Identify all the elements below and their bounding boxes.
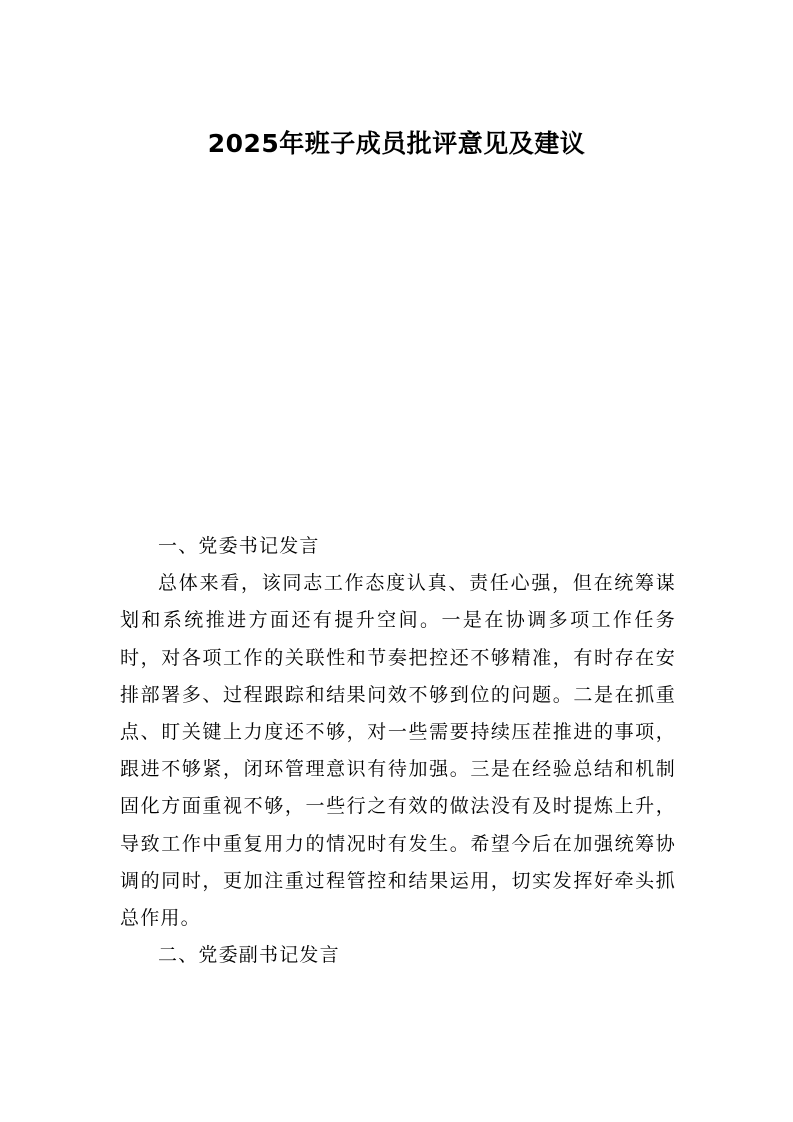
document-body bbox=[120, 528, 676, 974]
section-heading-2: 二、党委副书记发言 bbox=[158, 944, 340, 967]
document-title: 2025年班子成员批评意见及建议 bbox=[207, 129, 586, 158]
section-paragraph-1: 总体来看，该同志工作态度认真、责任心强，但在统筹谋划和系统推进方面还有提升空间。一是在协调多项工作任务时，对各项工作的关联性和节奏把控还不够精准，有时存在安排部署多、过程跟踪和结果问效不够到位的问题。二是在抓重点、盯关键上力度还不够，对一些需要持续压茬推进的事项，跟进不够紧，闭环管理意识有待加强。三是在经验总结和机制固化方面重视不够，一些行之有效的做法没有及时提炼上升，导致工作中重复用力的情况时有发生。希望今后在加强统筹协调的同时，更加注重过程管控和结果运用，切实发挥好牵头抓总作用。 bbox=[120, 572, 676, 930]
section-heading-1: 一、党委书记发言 bbox=[158, 535, 320, 557]
